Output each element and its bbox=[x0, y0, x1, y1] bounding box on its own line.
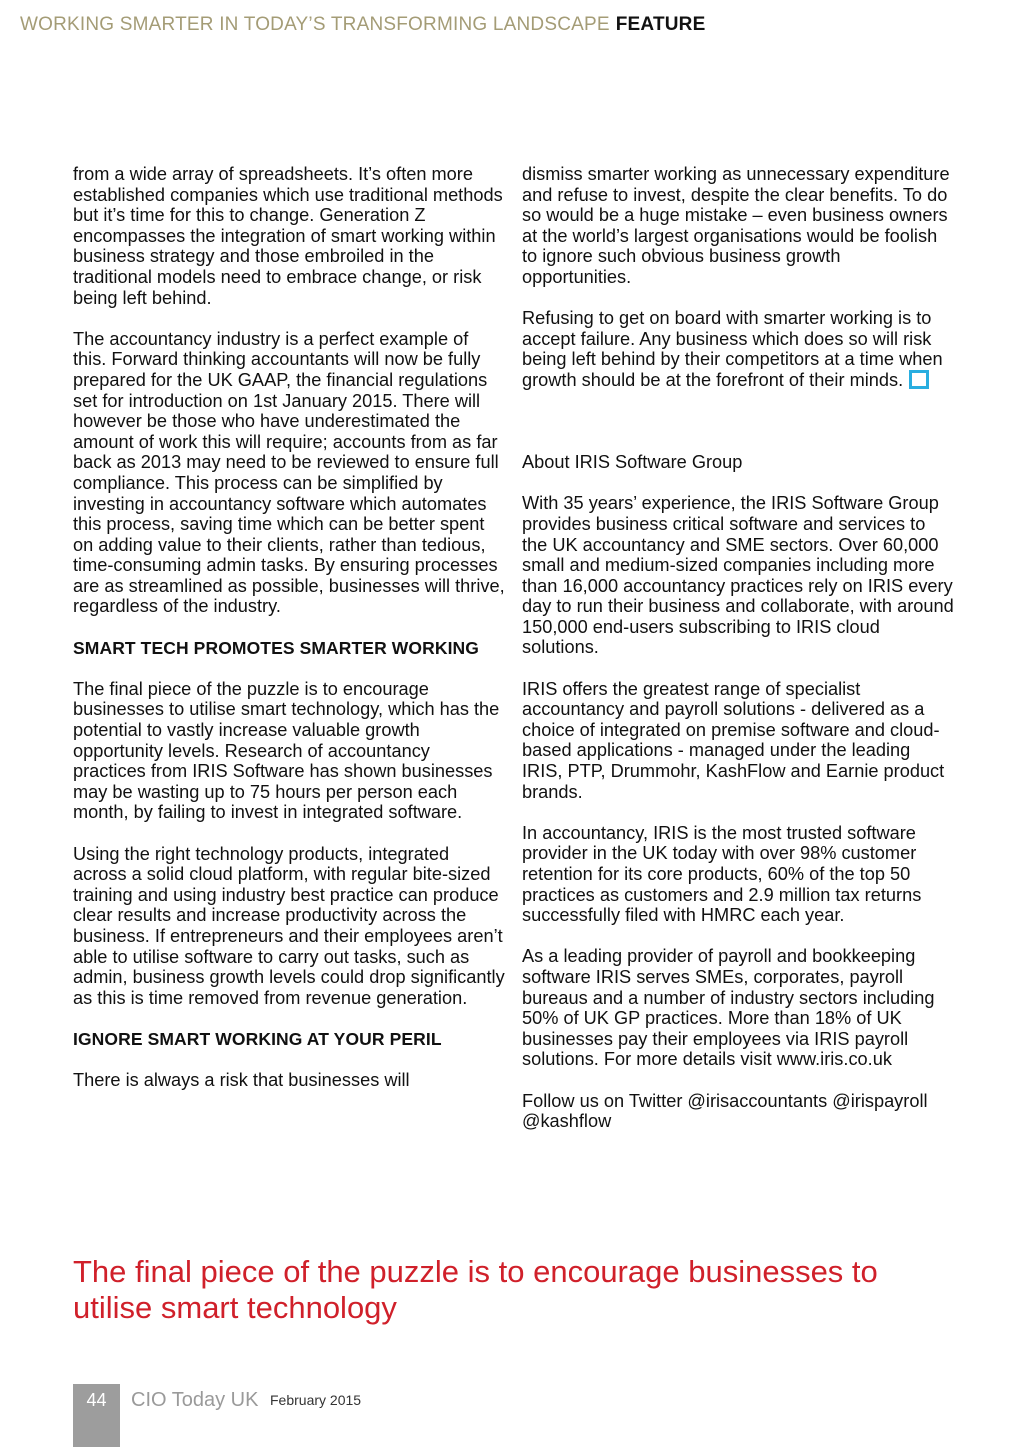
right-paragraph-6: As a leading provider of payroll and bookkeeping software IRIS serves SMEs, corporates, payroll bureaus and a number of industry sectors including 50% of UK GP practices. More than 18% of UK businesses pay their employees via IRIS payroll solutions. For more details visit www.iris.co.uk bbox=[522, 946, 935, 1070]
right-paragraph-2-text: Refusing to get on board with smarter working is to accept failure. Any business which does so will risk being left behind by their competitors at a time when growth should be at the forefront of their minds. bbox=[522, 308, 943, 390]
section-title: WORKING SMARTER IN TODAY’S TRANSFORMING LANDSCAPE bbox=[20, 14, 610, 35]
about-title: About IRIS Software Group bbox=[522, 452, 743, 473]
page-number: 44 bbox=[86, 1390, 107, 1410]
left-column bbox=[73, 164, 505, 1111]
pull-quote: The final piece of the puzzle is to encourage businesses to utilise smart technology bbox=[73, 1254, 878, 1325]
right-paragraph-1: dismiss smarter working as unnecessary expenditure and refuse to invest, despite the clear benefits. To do so would be a huge mistake – even business owners at the world’s largest organisations would be foolish to ignore such obvious business growth opportunities. bbox=[522, 164, 950, 287]
right-paragraph-5: In accountancy, IRIS is the most trusted software provider in the UK today with over 98% customer retention for its core products, 60% of the top 50 practices as customers and 2.9 million tax returns successfully filed with HMRC each year. bbox=[522, 822, 922, 926]
running-header bbox=[20, 14, 705, 36]
right-paragraph-3: With 35 years’ experience, the IRIS Software Group provides business critical software and services to the UK accountancy and SME sectors. Over 60,000 small and medium-sized companies including more than 16,000 accountancy practices rely on IRIS every day to run their business and collaborate, with around 150,000 end-users subscribing to IRIS cloud solutions. bbox=[522, 493, 954, 658]
column-spacer bbox=[522, 411, 954, 452]
heading-smart-tech: SMART TECH PROMOTES SMARTER WORKING bbox=[73, 637, 479, 658]
issue-date: February 2015 bbox=[270, 1392, 362, 1408]
left-paragraph-3: The final piece of the puzzle is to encourage businesses to utilise smart technology, which has the potential to vastly increase valuable growth opportunity levels. Research of accountancy practices from IRIS Software has shown businesses may be wasting up to 75 hours per person each month, by failing to invest in integrated software. bbox=[73, 678, 500, 823]
left-paragraph-1: from a wide array of spreadsheets. It’s often more established companies which use traditional methods but it’s time for this to change. Generation Z encompasses the integration of smart working within business strategy and those embroiled in the traditional models need to embrace change, or risk being left behind. bbox=[73, 164, 503, 308]
left-paragraph-4: Using the right technology products, integrated across a solid cloud platform, with regular bite-sized training and using industry best practice can produce clear results and increase productivity across the business. If entrepreneurs and their employees aren’t able to utilise software to carry out tasks, such as admin, business growth levels could drop significantly as this is time removed from revenue generation. bbox=[73, 843, 505, 1008]
left-paragraph-5: There is always a risk that businesses will bbox=[73, 1070, 410, 1091]
left-paragraph-2: The accountancy industry is a perfect example of this. Forward thinking accountants will now be fully prepared for the UK GAAP, the financial regulations set for introduction on 1st January 2015. There will however be those who have underestimated the amount of work this will require; accounts from as far back as 2013 may need to be reviewed to ensure full compliance. This process can be simplified by investing in accountancy software which automates this process, saving time which can be better spent on adding value to their clients, rather than tedious, time-consuming admin tasks. By ensuring processes are as streamlined as possible, businesses will thrive, regardless of the industry. bbox=[73, 328, 505, 617]
magazine-name: CIO Today UK bbox=[131, 1389, 259, 1411]
right-column bbox=[522, 164, 954, 1152]
right-paragraph-4: IRIS offers the greatest range of specialist accountancy and payroll solutions - delivered as a choice of integrated on premise software and cloud-based applications - managed under the leading IRIS, PTP, Drummohr, KashFlow and Earnie product brands. bbox=[522, 678, 945, 802]
feature-tag: FEATURE bbox=[615, 14, 706, 35]
heading-ignore-smart-working: IGNORE SMART WORKING AT YOUR PERIL bbox=[73, 1028, 442, 1049]
end-of-article-icon bbox=[909, 370, 929, 389]
right-paragraph-7: Follow us on Twitter @irisaccountants @irispayroll @kashflow bbox=[522, 1090, 928, 1132]
right-paragraph-2 bbox=[522, 308, 954, 390]
